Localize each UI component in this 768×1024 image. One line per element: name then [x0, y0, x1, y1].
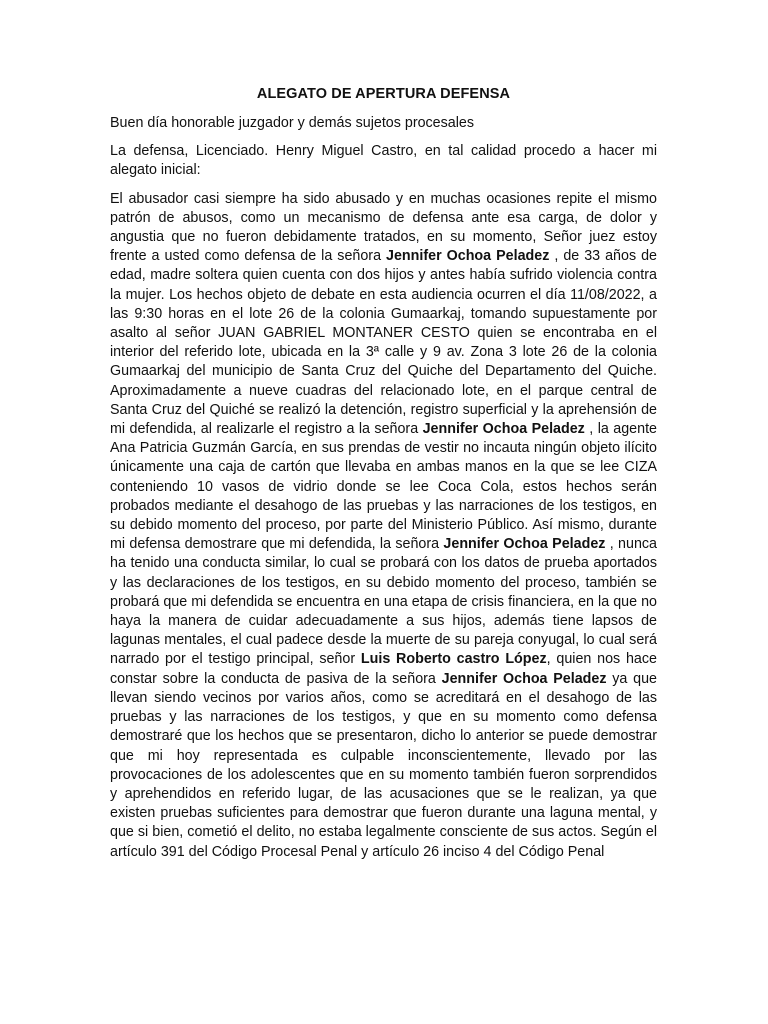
intro-paragraph: La defensa, Licenciado. Henry Miguel Castro, en tal calidad procedo a hacer mi alegato inicial:	[110, 143, 657, 179]
body-text-6: ya que llevan siendo vecinos por varios años, como se acreditará en el desahogo de las pruebas y las narraciones de los testigos, y que en su momento como defensa demostraré que los hechos que se presentaron, dicho lo anterior se puede demostrar que mi hoy representada es culpable inconscientemente, llevado por las provocaciones de los adolescentes que en su momento también fueron sorprendidos y aprehendidos en referido lugar, de las acusaciones que se le realizan, ya que existen pruebas suficientes para demostrar que fueron durante una laguna mental, y que si bien, cometió el delito, no estaba legalmente consciente de sus actos. Según el artículo 391 del Código Procesal Penal y artículo 26 inciso 4 del Código Penal	[110, 670, 657, 860]
body-text-5: , quien nos hace constar sobre la conducta de pasiva de la señora	[110, 651, 657, 687]
body-text-4: , nunca ha tenido una conducta similar, lo cual se probará con los datos de prueba aportados y las declaraciones de los testigos, en su debido momento del proceso, también se probará que mi defendida se encuentra en una etapa de crisis financiera, en la que no haya la manera de cuidar adecuadamente a sus hijos, además tiene lapsos de lagunas mentales, el cual padece desde la muerte de su pareja conyugal, lo cual será narrado por el testigo principal, señor	[110, 536, 657, 668]
document-title: ALEGATO DE APERTURA DEFENSA	[256, 86, 511, 102]
body-text-3: , la agente Ana Patricia Guzmán García, en sus prendas de vestir no incauta ningún objeto ilícito únicamente una caja de cartón que llevaba en ambas manos en la que se lee CIZA conteniendo 10 vasos de vidrio donde se lee Coca Cola, estos hechos serán probados mediante el desahogo de las pruebas y las narraciones de los testigos, en su debido momento del proceso, por parte del Ministerio Público. Así mismo, durante mi defensa demostrare que mi defendida, la señora	[110, 421, 658, 553]
body-text-1: El abusador casi siempre ha sido abusado y en muchas ocasiones repite el mismo patrón de abusos, como un mecanismo de defensa ante esa carga, de dolor y angustia que no fueron debidamente tratados, en su momento, Señor juez estoy frente a usted como defensa de la señora	[110, 190, 657, 265]
defendant-name: Jennifer Ochoa Peladez	[443, 536, 606, 553]
body-paragraph	[110, 190, 657, 862]
greeting-paragraph: Buen día honorable juzgador y demás sujetos procesales	[110, 115, 475, 131]
defendant-name: Jennifer Ochoa Peladez	[441, 670, 607, 687]
body-text-2: , de 33 años de edad, madre soltera quien cuenta con dos hijos y antes había sufrido violencia contra la mujer. Los hechos objeto de debate en esta audiencia ocurren el día 11/08/2022, a las 9:30 horas en el lote 26 de la colonia Gumaarkaj, tomando supuestamente por asalto al señor JUAN GABRIEL MONTANER CESTO quien se encontraba en el interior del referido lote, ubicada en la 3ª calle y 9 av. Zona 3 lote 26 de la colonia Gumaarkaj del municipio de Santa Cruz del Quiche del Departamento del Quiche. Aproximadamente a nueve cuadras del relacionado lote, en el parque central de Santa Cruz del Quiché se realizó la detención, registro superficial y la aprehensión de mi defendida, al realizarle el registro a la señora	[110, 248, 658, 438]
defendant-name: Jennifer Ochoa Peladez	[422, 421, 585, 438]
witness-name: Luis Roberto castro López	[360, 651, 547, 668]
defendant-name: Jennifer Ochoa Peladez	[386, 248, 550, 265]
document-page	[110, 84, 657, 871]
